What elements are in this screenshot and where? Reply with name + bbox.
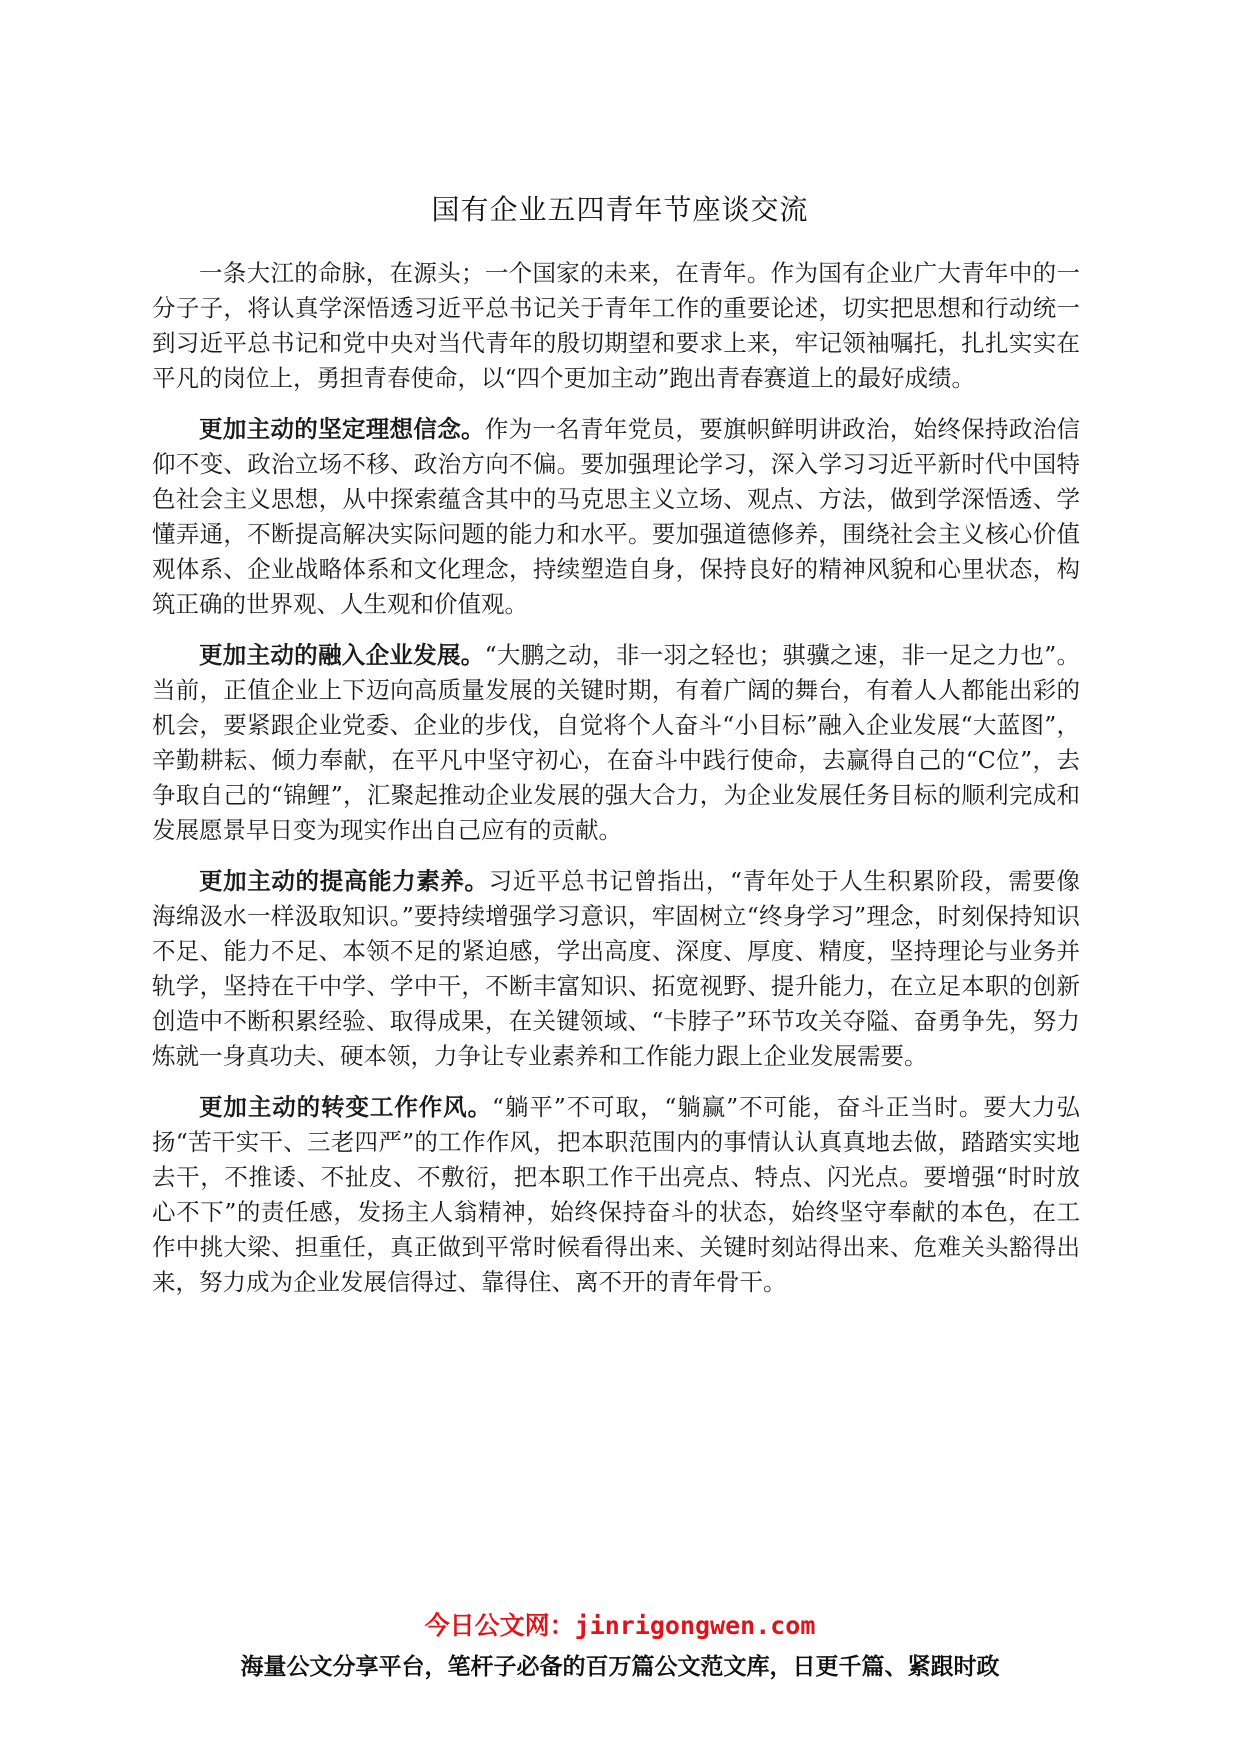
section-text: 习近平总书记曾指出，“青年处于人生积累阶段，需要像海绵汲水一样汲取知识。”要持续增强学习意识，牢固树立“终身学习”理念，时刻保持知识不足、能力不足、本领不足的紧迫感，学出高度、深度、厚度、精度，坚持理论与业务并轨学，坚持在干中学、学中干，不断丰富知识、拓宽视野、提升能力，在立足本职的创新创造中不断积累经验、取得成果，在关键领域、“卡脖子”环节攻关夺隘、奋勇争先，努力炼就一身真功夫、硬本领，力争让专业素养和工作能力跟上企业发展需要。: [152, 867, 1081, 1070]
section-paragraph: [152, 412, 1080, 622]
footer-domain[interactable]: jinrigongwen.com: [574, 1611, 816, 1640]
section-paragraph: [152, 638, 1080, 848]
section-heading: 更加主动的转变工作作风。: [199, 1093, 493, 1121]
section-heading: 更加主动的坚定理想信念。: [199, 415, 485, 443]
footer-site-link[interactable]: [0, 1606, 1240, 1642]
section-paragraph: [152, 864, 1080, 1074]
footer-slogan: 海量公文分享平台，笔杆子必备的百万篇公文范文库，日更千篇、紧跟时政: [240, 1654, 1000, 1680]
section-text: “躺平”不可取，“躺赢”不可能，奋斗正当时。要大力弘扬“苦干实干、三老四严”的工作作风，把本职范围内的事情认认真真地去做，踏踏实实地去干，不推诿、不扯皮、不敷衍，把本职工作干出亮点、特点、闪光点。要增强“时时放心不下”的责任感，发扬主人翁精神，始终保持奋斗的状态，始终坚守奉献的本色，在工作中挑大梁、担重任，真正做到平常时候看得出来、关键时刻站得出来、危难关头豁得出来，努力成为企业发展信得过、靠得住、离不开的青年骨干。: [152, 1093, 1081, 1296]
footer-site-name: 今日公文网：: [424, 1611, 575, 1640]
section-heading: 更加主动的提高能力素养。: [199, 867, 489, 895]
section-text: 作为一名青年党员，要旗帜鲜明讲政治，始终保持政治信仰不变、政治立场不移、政治方向不偏。要加强理论学习，深入学习习近平新时代中国特色社会主义思想，从中探索蕴含其中的马克思主义立场、观点、方法，做到学深悟透、学懂弄通，不断提高解决实际问题的能力和水平。要加强道德修养，围绕社会主义核心价值观体系、企业战略体系和文化理念，持续塑造自身，保持良好的精神风貌和心里状态，构筑正确的世界观、人生观和价值观。: [152, 415, 1081, 618]
intro-paragraph: 一条大江的命脉，在源头；一个国家的未来，在青年。作为国有企业广大青年中的一分子子，将认真学深悟透习近平总书记关于青年工作的重要论述，切实把思想和行动统一到习近平总书记和党中央对当代青年的殷切期望和要求上来，牢记领袖嘱托，扎扎实实在平凡的岗位上，勇担青春使命，以“四个更加主动”跑出青春赛道上的最好成绩。: [152, 259, 1080, 392]
section-heading: 更加主动的融入企业发展。: [199, 641, 485, 669]
document-body: [152, 256, 1080, 1316]
section-text: “大鹏之动，非一羽之轻也；骐骥之速，非一足之力也”。当前，正值企业上下迈向高质量发展的关键时期，有着广阔的舞台，有着人人都能出彩的机会，要紧跟企业党委、企业的步伐，自觉将个人奋斗“小目标”融入企业发展“大蓝图”，辛勤耕耘、倾力奉献，在平凡中坚守初心，在奋斗中践行使命，去赢得自己的“C位”，去争取自己的“锦鲤”，汇聚起推动企业发展的强大合力，为企业发展任务目标的顺利完成和发展愿景早日变为现实作出自己应有的贡献。: [152, 641, 1081, 844]
section-paragraph: [152, 1090, 1080, 1300]
document-title: 国有企业五四青年节座谈交流: [431, 193, 809, 226]
